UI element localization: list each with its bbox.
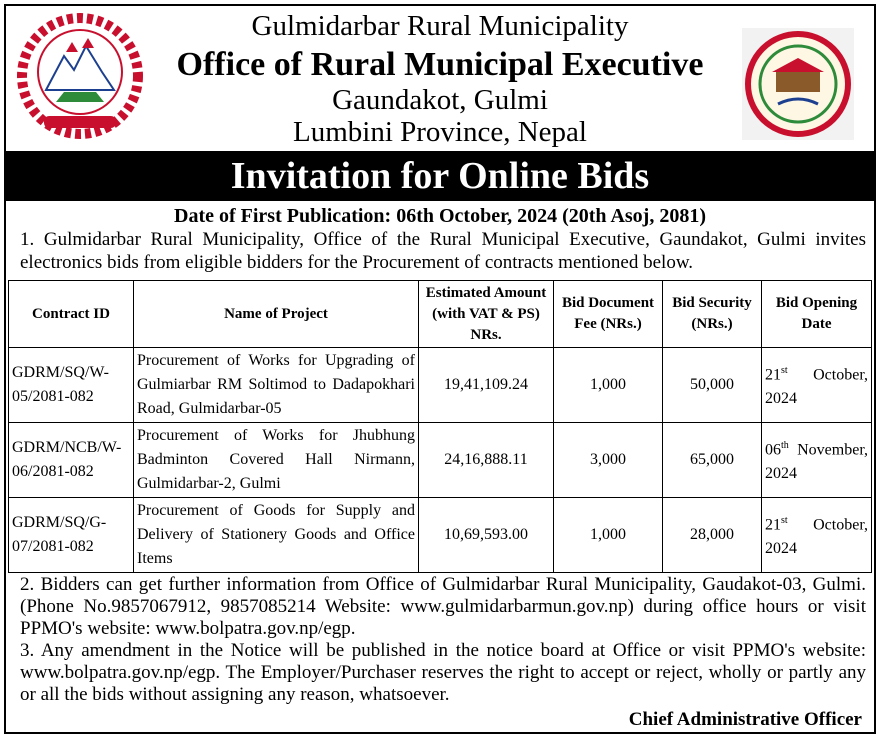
notice-header — [6, 6, 874, 150]
intro-paragraph: 1. Gulmidarbar Rural Municipality, Office of the Rural Municipal Executive, Gaundakot, Gulmi invites electronics bids from eligible bidders for the Procurement of contracts mentioned below. — [20, 229, 866, 273]
opening-day-suffix: th — [781, 439, 789, 451]
notice-frame — [4, 4, 876, 734]
amount-cell: 19,41,109.24 — [419, 348, 554, 423]
opening-date-cell — [762, 423, 872, 498]
opening-date-cell — [762, 348, 872, 423]
opening-day: 21 — [765, 366, 781, 384]
security-cell: 50,000 — [663, 348, 762, 423]
office-location: Gaundakot, Gulmi — [332, 84, 548, 116]
opening-day-suffix: st — [781, 364, 788, 376]
security-cell: 65,000 — [663, 423, 762, 498]
office-title: Office of Rural Municipal Executive — [176, 46, 704, 83]
table-row — [9, 423, 872, 498]
publication-date: Date of First Publication: 06th October, 2024 (20th Asoj, 2081) — [174, 205, 706, 227]
table-row — [9, 348, 872, 423]
opening-day: 21 — [765, 516, 781, 534]
opening-month-year: October, 2024 — [765, 516, 868, 558]
project-name-cell: Procurement of Works for Upgrading of Gulmiarbar RM Soltimod to Dadapokhari Road, Gulmidarbar-05 — [134, 348, 419, 423]
table-header-row — [9, 281, 872, 348]
fee-cell: 1,000 — [554, 348, 663, 423]
office-province: Lumbini Province, Nepal — [293, 116, 587, 148]
signatory-title: Chief Administrative Officer — [628, 709, 862, 730]
project-name-cell: Procurement of Goods for Supply and Delivery of Stationery Goods and Office Items — [134, 498, 419, 573]
col-header-amount: Estimated Amount (with VAT & PS) NRs. — [419, 281, 554, 348]
note-contact-info: 2. Bidders can get further information from Office of Gulmidarbar Rural Municipality, Gaudakot-03, Gulmi. (Phone No.9857067912, 9857085214 Website: www.gulmidarbarmun.gov.np) during office hours or visit PPMO's website: www.bolpatra.gov.np/egp. — [20, 574, 866, 639]
opening-month-year: October, 2024 — [765, 366, 868, 408]
notice-title-banner: Invitation for Online Bids — [6, 151, 874, 201]
col-header-contract-id: Contract ID — [9, 281, 134, 348]
notes-section — [20, 574, 866, 706]
fee-cell: 3,000 — [554, 423, 663, 498]
opening-day-suffix: st — [781, 514, 788, 526]
bids-table — [8, 280, 872, 573]
contract-id-cell: GDRM/NCB/W-06/2081-082 — [9, 423, 134, 498]
fee-cell: 1,000 — [554, 498, 663, 573]
amount-cell: 10,69,593.00 — [419, 498, 554, 573]
opening-date-cell — [762, 498, 872, 573]
col-header-opening: Bid Opening Date — [762, 281, 872, 348]
col-header-project: Name of Project — [134, 281, 419, 348]
amount-cell: 24,16,888.11 — [419, 423, 554, 498]
table-row — [9, 498, 872, 573]
opening-month-year: November, 2024 — [765, 441, 868, 483]
opening-day: 06 — [765, 441, 781, 459]
contract-id-cell: GDRM/SQ/G-07/2081-082 — [9, 498, 134, 573]
municipality-name: Gulmidarbar Rural Municipality — [251, 10, 629, 42]
security-cell: 28,000 — [663, 498, 762, 573]
note-amendment: 3. Any amendment in the Notice will be published in the notice board at Office or visit PPMO's website: www.bolpatra.gov.np/egp. The Employer/Purchaser reserves the right to accept or reject, wholly or partly any or all the bids without assigning any reason, whatsoever. — [20, 640, 866, 705]
contract-id-cell: GDRM/SQ/W-05/2081-082 — [9, 348, 134, 423]
project-name-cell: Procurement of Works for Jhubhung Badminton Covered Hall Nirmann, Gulmidarbar-2, Gulmi — [134, 423, 419, 498]
col-header-security: Bid Security (NRs.) — [663, 281, 762, 348]
col-header-fee: Bid Document Fee (NRs.) — [554, 281, 663, 348]
